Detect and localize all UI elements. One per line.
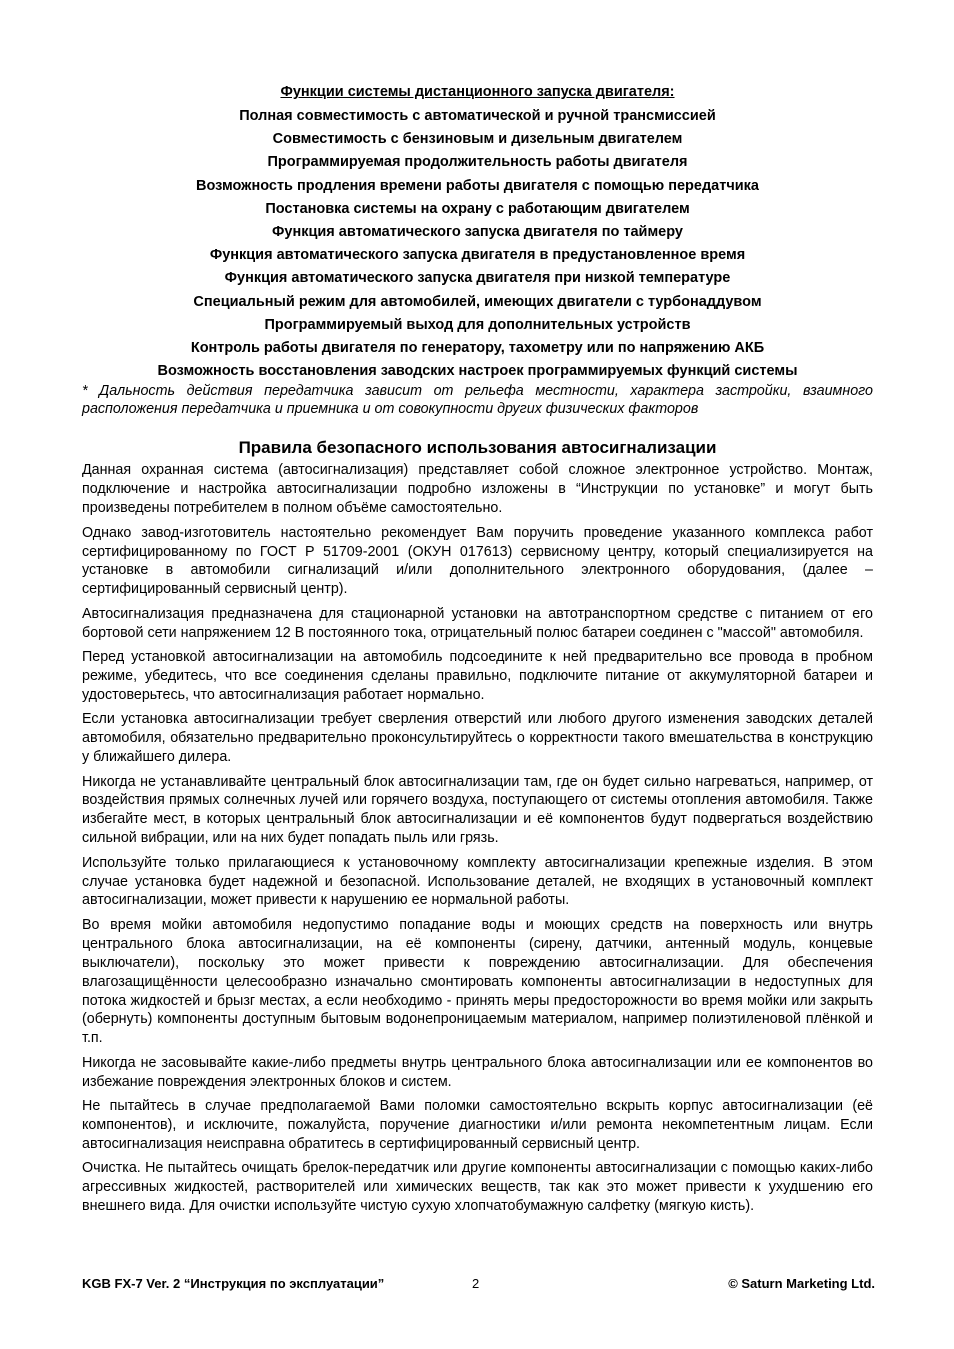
safety-paragraph: Данная охранная система (автосигнализация) представляет собой сложное электронное устройство. Монтаж, подключение и настройка автосигнализации подробно изложены в “Инструкции по установке” и могут быть произведены потребителем в полном объёме самостоятельно. [82, 462, 873, 517]
feature-item: Программируемая продолжительность работы двигателя [267, 154, 688, 171]
feature-item: Программируемый выход для дополнительных устройств [264, 316, 691, 333]
safety-paragraph: Перед установкой автосигнализации на автомобиль подсоедините к ней предварительно все провода в пробном режиме, убедитесь, что все соединения сделаны правильно, подключите питание от аккумуляторной батареи и удостоверьтесь, что автосигнализация работает нормально. [82, 649, 873, 703]
safety-paragraph: Используйте только прилагающиеся к установочному комплекту автосигнализации крепежные изделия. В этом случае установка будет надежной и безопасной. Использование деталей, не входящих в установочный комплект автосигнализации, может привести к нарушению ее нормальной работы. [82, 854, 873, 909]
safety-paragraph: Во время мойки автомобиля недопустимо попадание воды и моющих средств на поверхность или внутрь центрального блока автосигнализации, на её компоненты (сирену, датчики, антенный модуль, концевые выключатели), поскольку это может привести к повреждению автосигнализации. Для обеспечения влагозащищённости целесообразно изначально смонтировать компоненты автосигнализации в недоступных для потока жидкостей и брызг местах, а если необходимо - принять меры предосторожности во время мойки или закрыть (обернуть) компоненты доступным бытовым водонепроницаемым материалом, например полиэтиленовой плёнкой и т.п. [82, 916, 873, 1047]
safety-paragraph: Никогда не устанавливайте центральный блок автосигнализации там, где он будет сильно нагреваться, например, от воздействия прямых солнечных лучей или горячего воздуха, поступающего от системы отопления автомобиля. Также избегайте мест, в которых центральный блок автосигнализации и её компонентов будут подвергаться воздействию сильной вибрации, или на них будет попадать пыль или грязь. [82, 773, 873, 847]
range-footnote: * Дальность действия передатчика зависит от рельефа местности, характера застройки, взаимного расположения передатчика и приемника и от совокупности других физических факторов [82, 383, 873, 417]
feature-item: Функция автоматического запуска двигателя по таймеру [272, 224, 683, 241]
safety-paragraph: Никогда не засовывайте какие-либо предметы внутрь центрального блока автосигнализации или ее компонентов во избежание повреждения электронных блоков и систем. [82, 1054, 873, 1090]
safety-paragraph: Если установка автосигнализации требует сверления отверстий или любого другого изменения заводских деталей автомобиля, обязательно предварительно проконсультируйтесь о корректности такого вмешательства в конструкцию у ближайшего дилера. [82, 711, 873, 766]
safety-paragraph: Очистка. Не пытайтесь очищать брелок-передатчик или другие компоненты автосигнализации с помощью каких-либо агрессивных жидкостей, растворителей или химических веществ, так как это может привести к ухудшению его внешнего вида. Для очистки используйте чистую сухую хлопчатобумажную салфетку (мягкую кисть). [82, 1160, 873, 1215]
feature-item: Возможность продления времени работы двигателя с помощью передатчика [196, 177, 759, 194]
safety-section-title: Правила безопасного использования автосигнализации [238, 438, 717, 458]
feature-item: Специальный режим для автомобилей, имеющих двигатели с турбонаддувом [193, 293, 762, 310]
features-list [82, 105, 873, 383]
feature-item: Постановка системы на охрану с работающим двигателем [265, 200, 690, 217]
safety-paragraph: Однако завод-изготовитель настоятельно рекомендует Вам поручить проведение указанного комплекса работ сертифицированному по ГОСТ Р 51709-2001 (ОКУН 017613) сервисному центру, который специализируется на установке в автомобили сигнализаций и/или дополнительного электронного оборудования, (далее – сертифицированный сервисный центр). [82, 524, 873, 598]
feature-item: Функция автоматического запуска двигателя в предустановленное время [209, 247, 746, 264]
feature-item: Совместимость с бензиновым и дизельным двигателем [272, 131, 683, 148]
page-footer [82, 1274, 875, 1294]
feature-item: Возможность восстановления заводских настроек программируемых функций системы [157, 363, 798, 380]
features-title: Функции системы дистанционного запуска двигателя: [280, 84, 675, 100]
document-page [82, 82, 873, 1221]
feature-item: Функция автоматического запуска двигателя при низкой температуре [224, 270, 731, 287]
footer-copyright: © Saturn Marketing Ltd. [728, 1276, 875, 1291]
safety-paragraph: Не пытайтесь в случае предполагаемой Вами поломки самостоятельно вскрыть корпус автосигнализации (её компонентов), и исключите, пожалуйста, поручение диагностики и/или ремонта некомпетентным лицам. Если автосигнализация неисправна обратитесь в сертифицированный сервисный центр. [82, 1098, 873, 1152]
feature-item: Полная совместимость с автоматической и ручной трансмиссией [239, 108, 716, 124]
safety-paragraph: Автосигнализация предназначена для стационарной установки на автотранспортном средстве с питанием от его бортовой сети напряжением 12 В постоянного тока, отрицательный полюс батареи соединен с "массой" автомобиля. [82, 605, 873, 641]
footer-document-title: KGB FX-7 Ver. 2 “Инструкция по эксплуатации” [82, 1276, 385, 1291]
page-number: 2 [472, 1276, 480, 1291]
feature-item: Контроль работы двигателя по генератору, тахометру или по напряжению АКБ [190, 340, 765, 357]
